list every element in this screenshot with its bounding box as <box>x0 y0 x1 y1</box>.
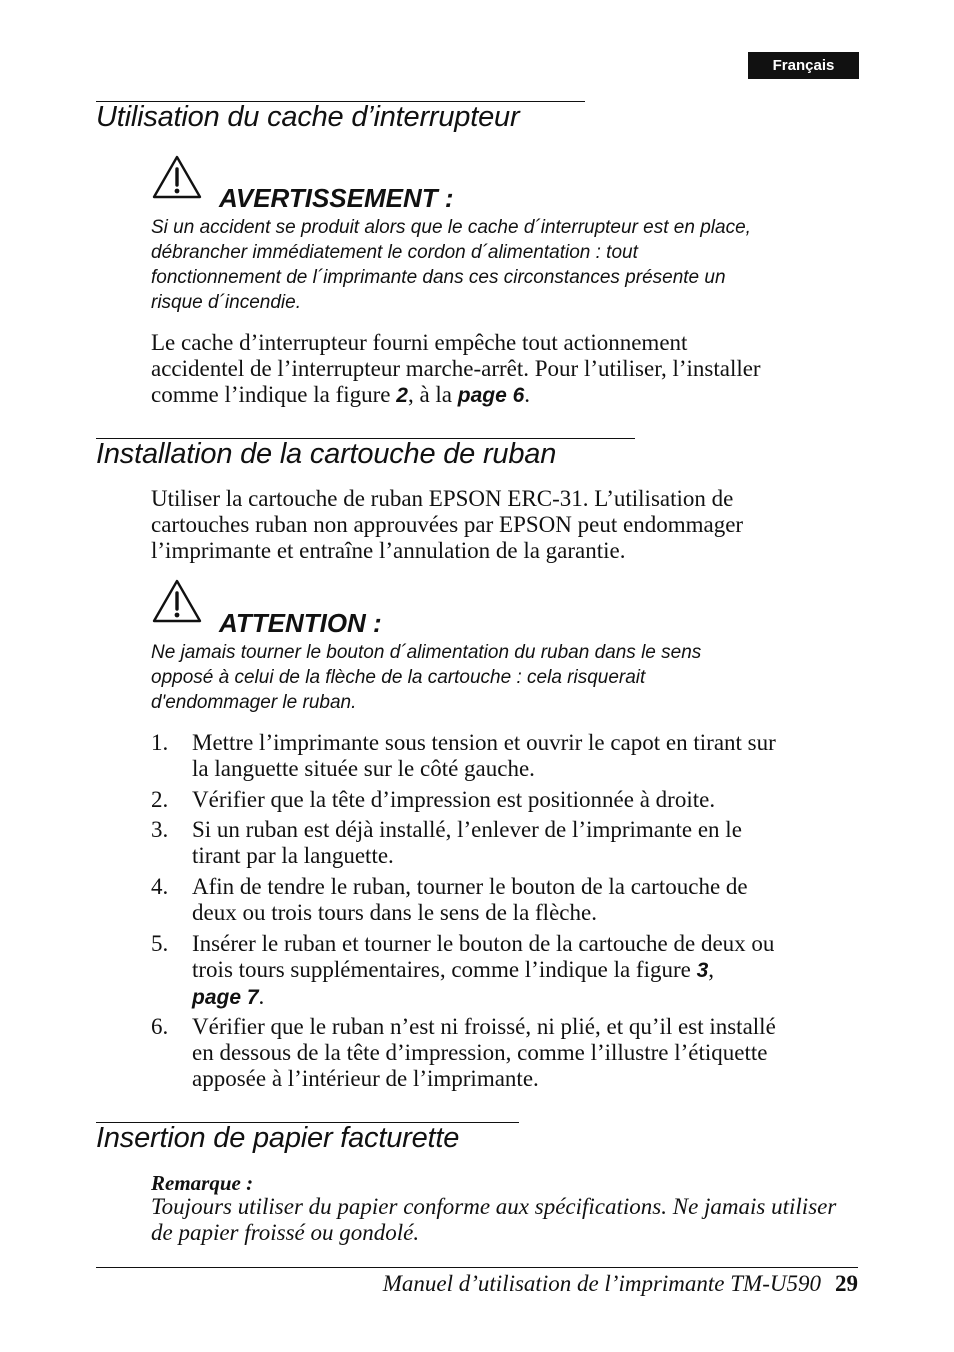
caution-text: Ne jamais tourner le bouton d´alimentation du ruban dans le sens opposé à celui de la flèche de la cartouche : cela risquerait d'endommager le ruban. <box>151 642 702 713</box>
page-ref: page 6 <box>457 384 525 407</box>
page-number: 29 <box>835 1271 858 1296</box>
section-heading: Utilisation du cache d’interrupteur <box>96 101 520 133</box>
footer-rule <box>96 1267 858 1268</box>
section-paragraph: Utiliser la cartouche de ruban EPSON ERC-31. L’utilisation de cartouches ruban non approuvées par EPSON peut endommager l’imprimante et entraîne l’annulation de la garantie. <box>151 486 744 563</box>
section-paragraph: Le cache d’interrupteur fourni empêche tout actionnement accidentel de l’interrupteur marche-arrêt. Pour l’utiliser, l’installer comme l’indique la figure 2, à la page 6. <box>151 330 761 407</box>
warning-triangle-icon <box>151 154 203 200</box>
warning-text: Si un accident se produit alors que le cache d´interrupteur est en place, débrancher immédiatement le cordon d´alimentation : tout fonctionnement de l´imprimante dans ces circonstances présente un risque d´incendie. <box>151 217 751 313</box>
footer <box>383 1271 858 1297</box>
warning-triangle-icon <box>151 578 203 624</box>
page-ref: page 7 <box>192 986 259 1009</box>
language-badge: Français <box>748 52 859 79</box>
footer-title: Manuel d’utilisation de l’imprimante TM-U590 <box>382 1271 821 1296</box>
caution-title: ATTENTION : <box>219 608 382 638</box>
section-heading: Insertion de papier facturette <box>96 1122 460 1154</box>
step-list: 1. Mettre l’imprimante sous tension et ouvrir le capot en tirant sur la languette située sur le côté gauche. 2. Vérifier que la tête d’impression est positionnée à droite. 3. Si un ruban est déjà installé, l’enlever de l’imprimante en le tirant par la languette. 4. Afin de tendre le ruban, tourner le bouton de la cartouche de deux ou trois tours dans le sens de la flèche. 5. Insérer le ruban et tourner le bouton de la cartouche de deux ou trois tours supplémentaires, comme l’indique la figure 3, page 7. 6. Vérifier que le ruban n’est ni froissé, ni plié, et qu’il est installé en dessous de la tête d’impression, comme l’illustre l’étiquette apposée à l’intérieur de l’imprimante. <box>151 730 776 1091</box>
section-heading: Installation de la cartouche de ruban <box>96 438 557 470</box>
figure-ref: 3 <box>696 959 709 982</box>
note-text: Toujours utiliser du papier conforme aux spécifications. Ne jamais utiliser de papier froissé ou gondolé. <box>151 1194 837 1245</box>
warning-title: AVERTISSEMENT : <box>219 183 454 213</box>
note-label: Remarque : <box>151 1171 254 1195</box>
figure-ref: 2 <box>396 384 408 407</box>
